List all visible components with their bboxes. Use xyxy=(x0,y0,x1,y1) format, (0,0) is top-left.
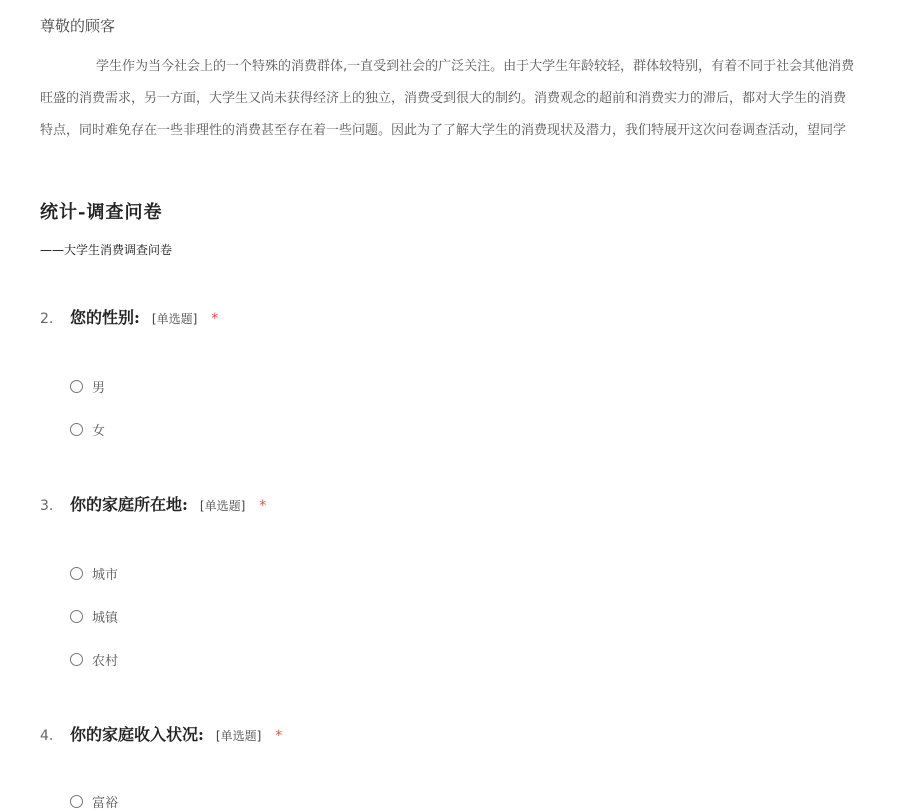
question-number: 3. xyxy=(40,498,54,514)
question-header xyxy=(40,305,218,328)
option-town[interactable] xyxy=(70,607,118,626)
radio-button[interactable] xyxy=(70,795,83,808)
greeting: 尊敬的顾客 xyxy=(40,17,116,35)
question-header xyxy=(40,492,266,515)
intro-line: 学生作为当今社会上的一个特殊的消费群体,一直受到社会的广泛关注。由于大学生年龄较轻，群体较特别，有着不同于社会其他消费 xyxy=(96,59,855,74)
question-type: [单选题] xyxy=(151,312,198,326)
question-family-income xyxy=(40,722,283,811)
radio-button[interactable] xyxy=(70,423,83,436)
radio-button[interactable] xyxy=(70,567,83,580)
option-label: 农村 xyxy=(92,654,119,669)
question-header xyxy=(40,722,282,745)
intro-line: 特点，同时难免存在一些非理性的消费甚至存在着一些问题。因此为了了解大学生的消费现状及潜力，我们特展开这次问卷调查活动，望同学 xyxy=(40,123,847,138)
option-wealthy[interactable] xyxy=(70,792,118,811)
question-type: [单选题] xyxy=(215,729,262,743)
survey-subtitle: ——大学生消费调查问卷 xyxy=(40,243,173,257)
required-marker: * xyxy=(211,311,219,327)
option-countryside[interactable] xyxy=(70,650,118,669)
option-label: 富裕 xyxy=(92,796,119,811)
option-city[interactable] xyxy=(70,564,118,583)
question-number: 4. xyxy=(40,728,54,744)
radio-button[interactable] xyxy=(70,380,83,393)
intro-line: 旺盛的消费需求，另一方面，大学生又尚未获得经济上的独立，消费受到很大的制约。消费观念的超前和消费实力的滞后，都对大学生的消费 xyxy=(40,91,847,106)
question-gender xyxy=(40,305,219,439)
option-label: 男 xyxy=(92,381,106,396)
radio-button[interactable] xyxy=(70,610,83,623)
question-title: 你的家庭收入状况: xyxy=(70,725,204,744)
required-marker: * xyxy=(259,498,267,514)
survey-title: 统计-调查问卷 xyxy=(40,202,163,223)
option-male[interactable] xyxy=(70,377,105,396)
option-label: 城市 xyxy=(92,568,119,583)
radio-button[interactable] xyxy=(70,653,83,666)
question-type: [单选题] xyxy=(199,499,246,513)
question-home-location xyxy=(40,492,267,669)
option-label: 城镇 xyxy=(92,611,119,626)
option-female[interactable] xyxy=(70,420,105,439)
question-title: 你的家庭所在地: xyxy=(70,495,188,514)
intro-paragraph xyxy=(40,55,900,151)
question-number: 2. xyxy=(40,311,54,327)
required-marker: * xyxy=(275,728,283,744)
question-title: 您的性别: xyxy=(70,308,140,327)
option-label: 女 xyxy=(92,424,106,439)
